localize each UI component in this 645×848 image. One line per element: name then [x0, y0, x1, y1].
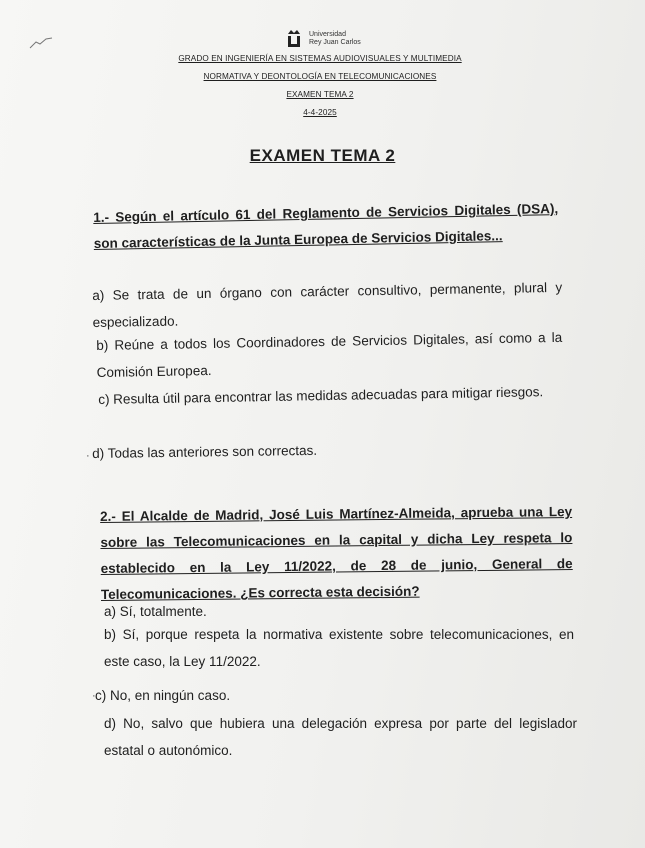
exam-line: EXAMEN TEMA 2 [286, 90, 354, 99]
question-2-option-c: c) No, en ningún caso. [95, 688, 231, 703]
question-2-option-b: b) Sí, porque respeta la normativa existente sobre telecomunicaciones, en este caso, la Ley 11/2022. [104, 627, 574, 669]
degree-line: GRADO EN INGENIERÍA EN SISTEMAS AUDIOVISUALES Y MULTIMEDIA [178, 54, 462, 63]
date-line: 4-4-2025 [303, 108, 337, 117]
university-crest-icon [285, 28, 303, 50]
university-logo [285, 28, 361, 50]
exam-header [150, 54, 490, 126]
question-2-option-a: a) Sí, totalmente. [104, 604, 207, 619]
page-title: EXAMEN TEMA 2 [249, 146, 396, 165]
question-1-option-a: a) Se trata de un órgano con carácter consultivo, permanente, plural y especializado. [92, 279, 563, 330]
pen-scribble [28, 36, 56, 50]
university-name: Universidad Rey Juan Carlos [309, 31, 361, 46]
question-1-option-d: d) Todas las anteriores son correctas. [92, 442, 318, 461]
answer-tick-mark: · [92, 690, 96, 702]
question-1: 1.- Según el artículo 61 del Reglamento de Servicios Digitales (DSA), son características de la Junta Europea de Servicios Digitales... [93, 201, 559, 251]
question-1-option-c: c) Resulta útil para encontrar las medidas adecuadas para mitigar riesgos. [98, 384, 544, 407]
question-2-option-d: d) No, salvo que hubiera una delegación expresa por parte del legislador estatal o autonómico. [104, 716, 577, 758]
answer-tick-mark: · [86, 450, 90, 462]
subject-line: NORMATIVA Y DEONTOLOGÍA EN TELECOMUNICACIONES [203, 72, 437, 81]
question-1-option-b: b) Reúne a todos los Coordinadores de Servicios Digitales, así como a la Comisión Europea. [96, 329, 563, 380]
question-2: 2.- El Alcalde de Madrid, José Luis Martínez-Almeida, aprueba una Ley sobre las Telecomunicaciones en la capital y dicha Ley respeta lo establecido en la Ley 11/2022, de 28 de junio, General de Telecomunicaciones. ¿Es correcta esta decisión? [100, 504, 573, 602]
